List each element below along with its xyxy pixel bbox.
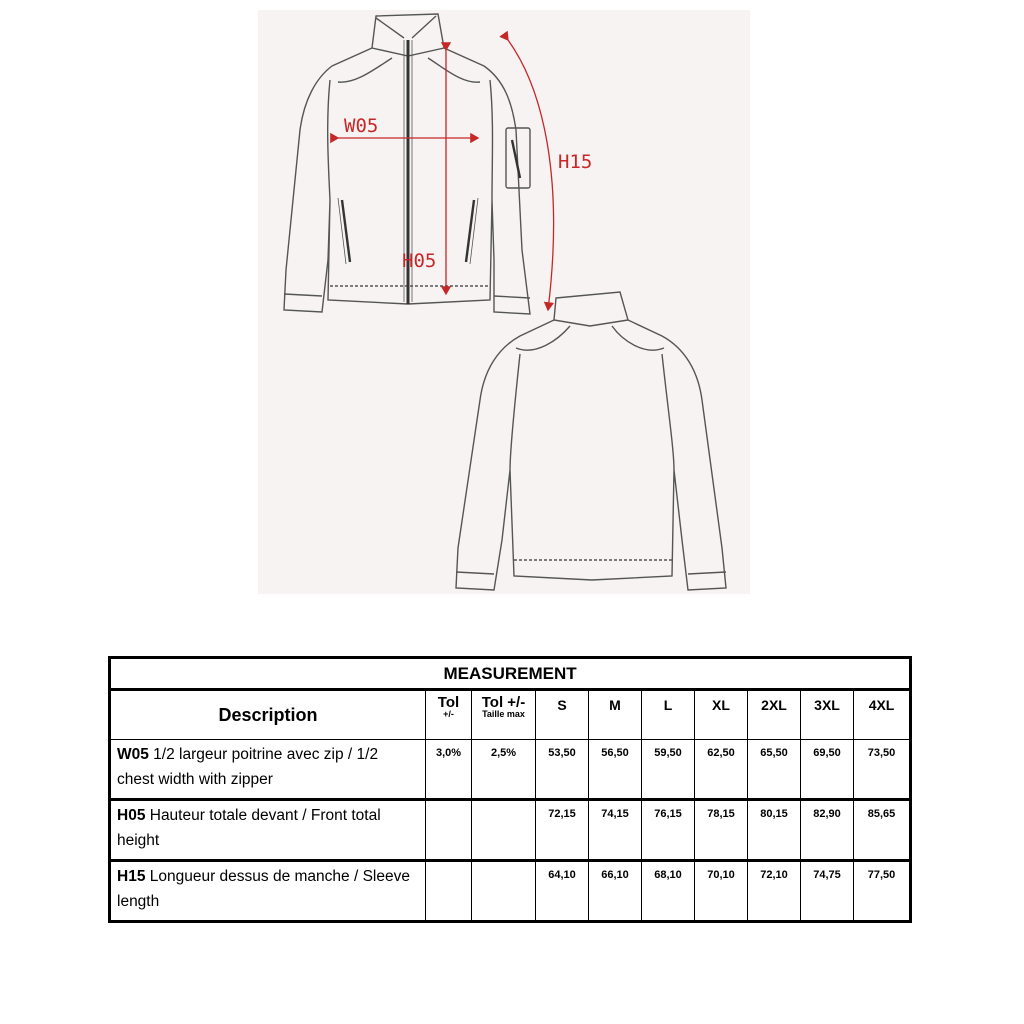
table-header-row [110,690,911,740]
value-2xl: 65,50 [748,740,801,800]
value-2xl: 72,10 [748,861,801,922]
value-4xl: 77,50 [854,861,911,922]
header-description: Description [110,690,426,740]
table-row [110,861,911,922]
value-m: 66,10 [589,861,642,922]
w05-label: W05 [344,115,379,137]
header-size-s: S [536,690,589,740]
row-description-text: 1/2 largeur poitrine avec zip / 1/2 chest width with zipper [117,746,379,788]
value-l: 68,10 [642,861,695,922]
row-tol-max: 2,5% [472,740,536,800]
header-tol-max-label: Tol +/- [481,694,526,711]
header-tol-max [472,690,536,740]
measurement-table [108,656,912,923]
row-description [110,740,426,800]
header-size-xl: XL [695,690,748,740]
row-description [110,800,426,861]
header-size-l: L [642,690,695,740]
value-xl: 62,50 [695,740,748,800]
row-description-text: Longueur dessus de manche / Sleeve length [117,868,410,910]
value-4xl: 85,65 [854,800,911,861]
h15-label: H15 [558,151,593,173]
value-s: 53,50 [536,740,589,800]
measurement-lines [338,40,554,310]
value-m: 74,15 [589,800,642,861]
value-3xl: 69,50 [801,740,854,800]
table-row [110,740,911,800]
value-xl: 70,10 [695,861,748,922]
h15-line [508,40,554,310]
row-tol-max [472,861,536,922]
header-tol-label: Tol [437,694,460,711]
value-3xl: 82,90 [801,800,854,861]
value-l: 76,15 [642,800,695,861]
row-code: H05 [117,807,146,824]
row-tol-max [472,800,536,861]
value-xl: 78,15 [695,800,748,861]
row-code: W05 [117,746,149,763]
value-4xl: 73,50 [854,740,911,800]
row-description [110,861,426,922]
value-3xl: 74,75 [801,861,854,922]
header-tol-max-sub: Taille max [482,709,525,719]
row-tol [426,800,472,861]
row-tol: 3,0% [426,740,472,800]
value-2xl: 80,15 [748,800,801,861]
header-size-3xl: 3XL [801,690,854,740]
value-s: 64,10 [536,861,589,922]
row-description-text: Hauteur totale devant / Front total height [117,807,381,849]
technical-drawing [258,10,750,594]
h05-label: H05 [402,250,437,272]
value-s: 72,15 [536,800,589,861]
row-tol [426,861,472,922]
value-l: 59,50 [642,740,695,800]
header-size-4xl: 4XL [854,690,911,740]
header-tol [426,690,472,740]
value-m: 56,50 [589,740,642,800]
back-jacket [456,292,726,590]
header-tol-sub: +/- [443,709,454,719]
table-row [110,800,911,861]
header-size-m: M [589,690,642,740]
header-size-2xl: 2XL [748,690,801,740]
table-title: MEASUREMENT [110,658,911,690]
row-code: H15 [117,868,146,885]
jacket-sketch [258,10,750,594]
